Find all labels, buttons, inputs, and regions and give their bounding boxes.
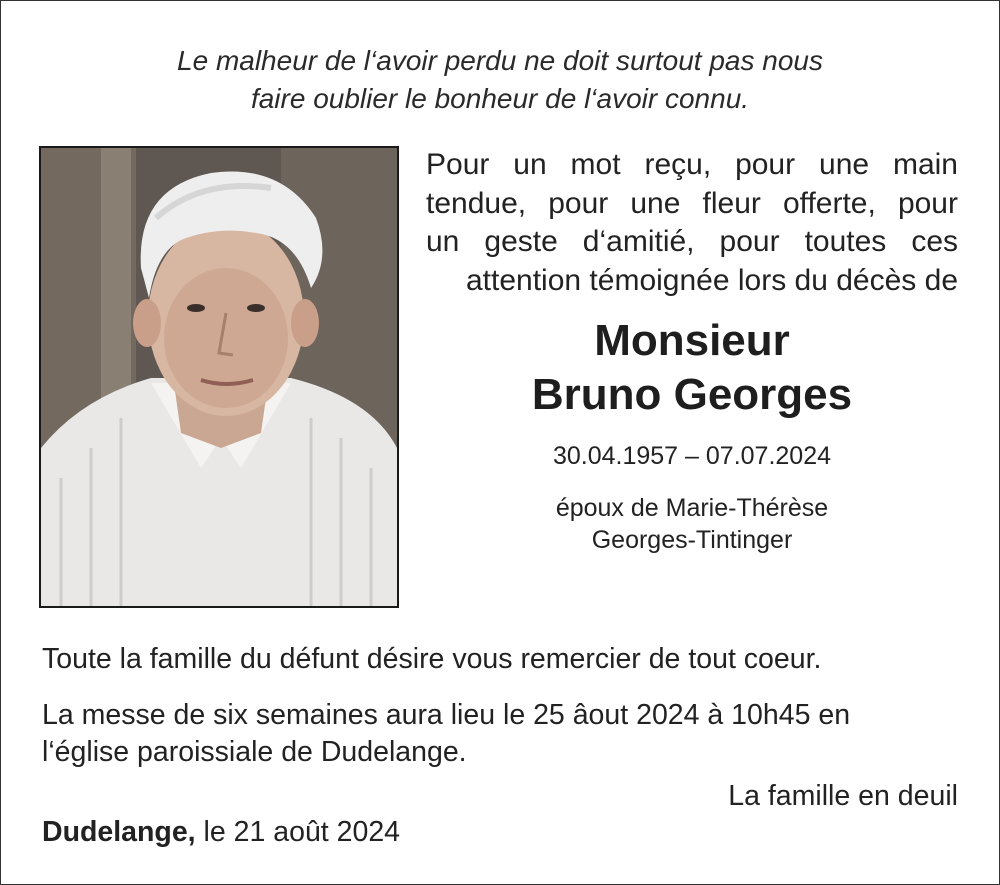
place-and-date xyxy=(42,813,958,851)
place-name: Dudelange, xyxy=(42,816,196,848)
deceased-name-block xyxy=(426,314,958,422)
deceased-name: Bruno Georges xyxy=(531,370,853,419)
thanks-intro-paragraph xyxy=(426,146,958,300)
spouse-info xyxy=(426,492,958,556)
opening-quote xyxy=(40,42,960,118)
thanks-intro-line: un geste d‘amitié, pour toutes ces xyxy=(426,225,958,258)
spouse-line-2: Georges-Tintinger xyxy=(591,526,793,554)
quote-line-2: faire oublier le bonheur de l‘avoir connu. xyxy=(250,83,750,114)
mass-announcement xyxy=(42,697,958,771)
mass-line-2: l‘église paroissiale de Dudelange. xyxy=(42,736,467,768)
family-signature: La famille en deuil xyxy=(728,780,958,812)
notice-date: le 21 août 2024 xyxy=(195,816,401,848)
life-dates: 30.04.1957 – 07.07.2024 xyxy=(552,442,832,470)
quote-line-1: Le malheur de l‘avoir perdu ne doit surtout pas nous xyxy=(177,45,823,76)
family-thanks-text: Toute la famille du défunt désire vous remercier de tout coeur. xyxy=(42,643,822,675)
portrait-illustration xyxy=(41,148,397,606)
deceased-portrait-photo xyxy=(39,146,399,608)
deceased-title: Monsieur xyxy=(594,316,790,365)
mass-line-1: La messe de six semaines aura lieu le 25 âout 2024 à 10h45 en xyxy=(42,699,851,731)
thanks-intro-line: Pour un mot reçu, pour une main xyxy=(426,148,958,181)
spouse-line-1: époux de Marie-Thérèse xyxy=(555,494,829,522)
thanks-intro-line: attention témoignée lors du décès de xyxy=(466,263,958,297)
thanks-intro-line: tendue, pour une fleur offerte, pour xyxy=(426,186,958,220)
